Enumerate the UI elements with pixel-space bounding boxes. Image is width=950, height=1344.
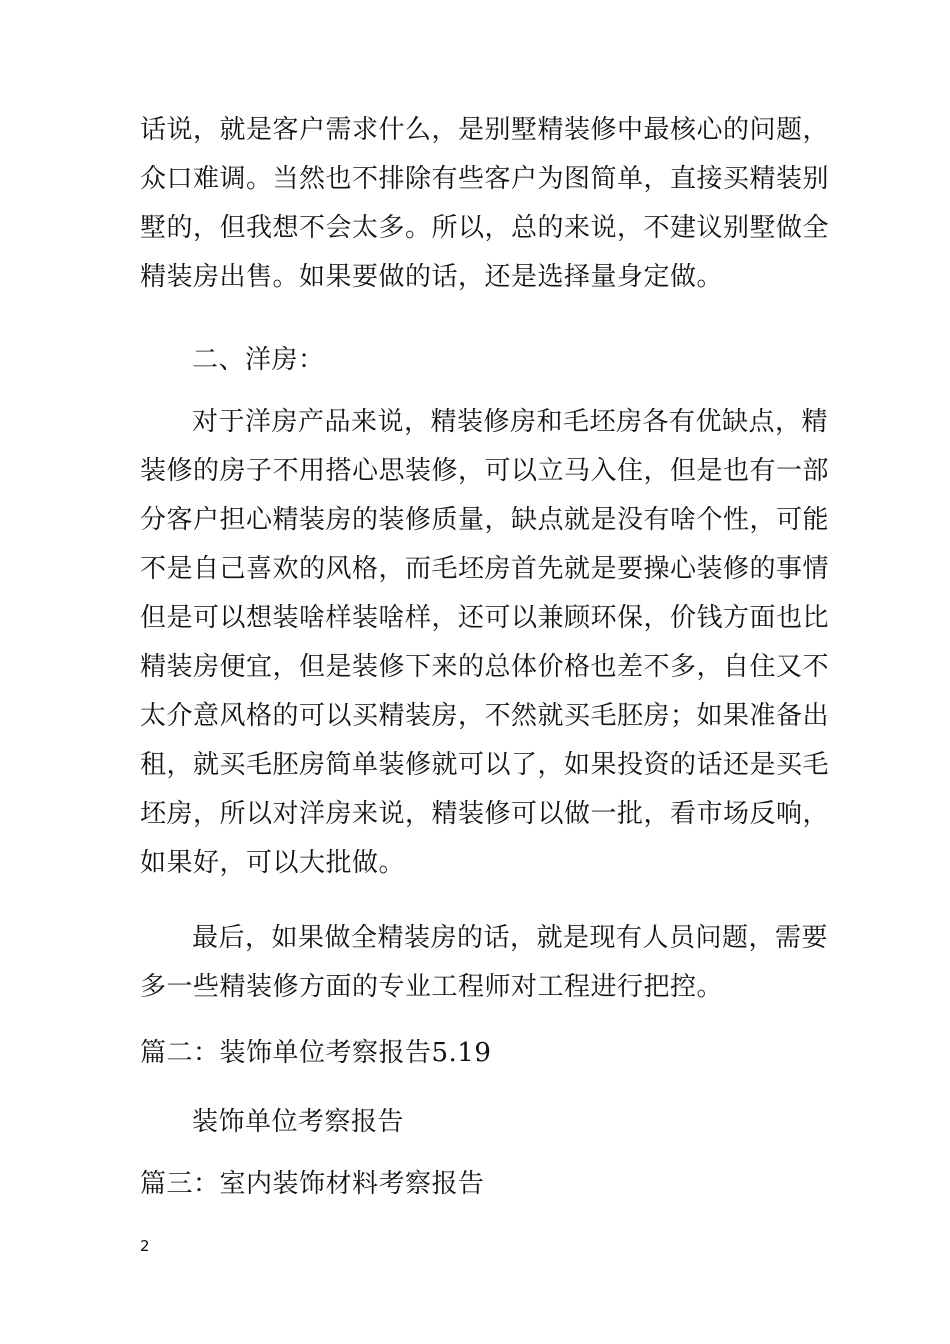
paragraph-yangfang bbox=[140, 398, 830, 888]
text-line: 如果好，可以大批做。 bbox=[140, 848, 406, 878]
text-line: 坯房，所以对洋房来说，精装修可以做一批，看市场反响， bbox=[140, 799, 830, 829]
text-line: 墅的，但我想不会太多。所以，总的来说，不建议别墅做全 bbox=[140, 213, 830, 243]
paragraph-final bbox=[140, 914, 829, 1012]
paragraph-villa-conclusion bbox=[140, 106, 830, 302]
section-3-title bbox=[140, 1160, 810, 1209]
page-number: 2 bbox=[140, 1237, 150, 1255]
section-title: 篇二：装饰单位考察报告5.19 bbox=[140, 1038, 492, 1068]
text-line: 租，就买毛胚房简单装修就可以了，如果投资的话还是买毛 bbox=[140, 750, 830, 780]
section-2-subtitle bbox=[140, 1098, 810, 1147]
heading-yangfang bbox=[140, 336, 810, 385]
text-line: 精装房便宜，但是装修下来的总体价格也差不多，自住又不 bbox=[140, 652, 830, 682]
text-line: 对于洋房产品来说，精装修房和毛坯房各有优缺点，精 bbox=[192, 407, 829, 437]
text-line: 太介意风格的可以买精装房，不然就买毛胚房；如果准备出 bbox=[140, 701, 830, 731]
text-line: 多一些精装修方面的专业工程师对工程进行把控。 bbox=[140, 972, 724, 1002]
section-2-title bbox=[140, 1029, 810, 1078]
text-line: 精装房出售。如果要做的话，还是选择量身定做。 bbox=[140, 262, 724, 292]
text-line: 最后，如果做全精装房的话，就是现有人员问题，需要 bbox=[192, 923, 829, 953]
text-line: 话说，就是客户需求什么，是别墅精装修中最核心的问题， bbox=[140, 115, 830, 145]
section-heading: 二、洋房： bbox=[192, 345, 325, 375]
section-title: 篇三：室内装饰材料考察报告 bbox=[140, 1169, 485, 1199]
section-subtitle: 装饰单位考察报告 bbox=[192, 1107, 405, 1137]
text-line: 装修的房子不用搭心思装修，可以立马入住，但是也有一部 bbox=[140, 456, 830, 486]
text-line: 但是可以想装啥样装啥样，还可以兼顾环保，价钱方面也比 bbox=[140, 603, 830, 633]
text-line: 不是自己喜欢的风格，而毛坯房首先就是要操心装修的事情 bbox=[140, 554, 830, 584]
text-line: 众口难调。当然也不排除有些客户为图简单，直接买精装别 bbox=[140, 164, 830, 194]
text-line: 分客户担心精装房的装修质量，缺点就是没有啥个性，可能 bbox=[140, 505, 830, 535]
